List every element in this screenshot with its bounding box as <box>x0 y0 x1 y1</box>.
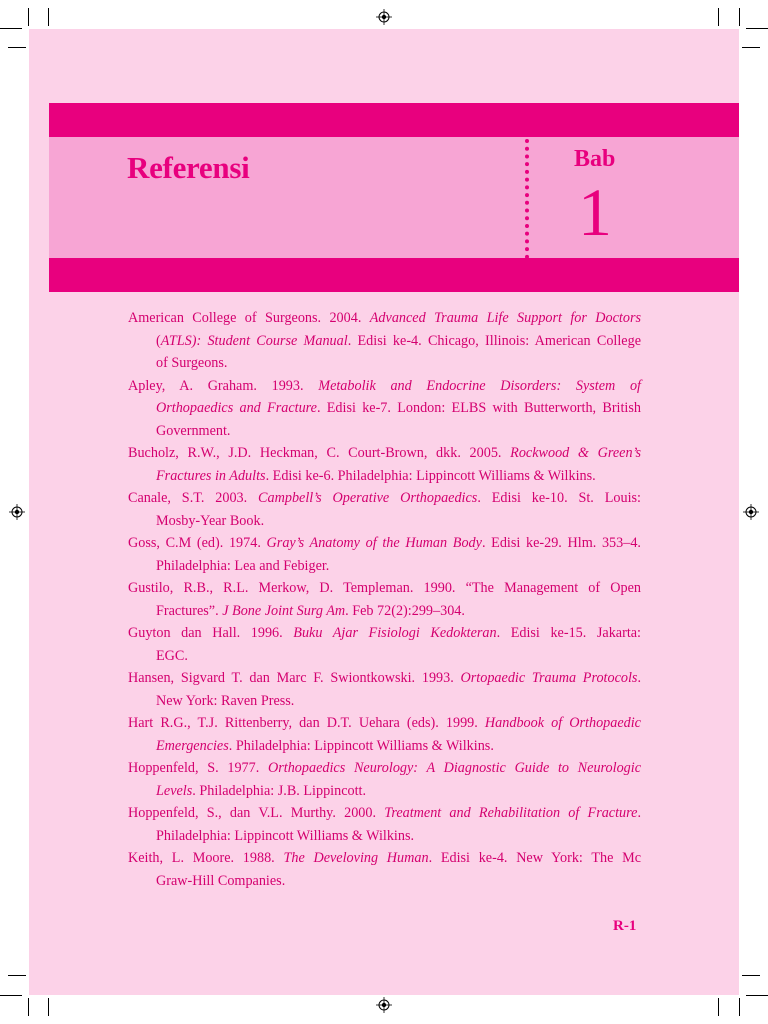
reference-title: Fractures in Adults <box>156 467 266 484</box>
reference-title: Advanced Trauma Life Support for Doctors <box>369 310 641 326</box>
reference-title: ATLS): Student Course Manual <box>160 332 348 349</box>
reference-line <box>128 397 641 420</box>
crop-mark <box>718 8 719 26</box>
page-title: Referensi <box>127 150 250 185</box>
reference-title: Ortopaedic Trauma Protocols <box>460 670 638 686</box>
reference-line <box>128 420 641 443</box>
reference-title: Orthopaedics Neurology: A Diagnostic Guide to Neurologic <box>268 760 641 776</box>
reference-text: Philadelphia: Lea and Febiger. <box>156 557 330 574</box>
reference-text: Graw-Hill Companies. <box>156 872 286 889</box>
reference-line <box>128 510 641 533</box>
reference-title: Metabolik and Endocrine Disorders: System of <box>318 377 641 394</box>
reference-line <box>128 690 641 713</box>
crop-mark <box>742 975 760 976</box>
page-number: R-1 <box>613 918 637 934</box>
reference-line <box>128 442 641 465</box>
reference-text: American College of Surgeons. 2004. <box>128 310 370 326</box>
crop-mark <box>8 47 26 48</box>
reference-entry <box>128 667 641 712</box>
crop-mark <box>48 8 49 26</box>
reference-line <box>128 645 641 668</box>
reference-text: Guyton dan Hall. 1996. <box>128 625 294 641</box>
reference-title: Gray’s Anatomy of the Human Body <box>266 535 482 551</box>
reference-line <box>128 870 641 893</box>
reference-text: . Edisi ke-15. Jakarta: <box>496 625 641 641</box>
reference-text: Mosby-Year Book. <box>156 512 265 529</box>
reference-title: Treatment and Rehabilitation of Fracture <box>384 805 638 821</box>
reference-line <box>128 757 641 780</box>
chapter-number: 1 <box>578 174 612 250</box>
reference-text: . Edisi ke-4. New York: The Mc <box>428 850 642 866</box>
crop-mark <box>746 995 768 996</box>
registration-mark-icon <box>376 9 392 25</box>
reference-entry <box>128 712 641 757</box>
reference-text: Hart R.G., T.J. Rittenberry, dan D.T. Uehara (eds). 1999. <box>128 715 485 731</box>
reference-line <box>128 555 641 578</box>
reference-text: New York: Raven Press. <box>156 692 295 709</box>
reference-text: . Philadelphia: J.B. Lippincott. <box>192 782 367 799</box>
reference-text: Hoppenfeld, S. 1977. <box>128 760 268 776</box>
reference-text: EGC. <box>156 647 188 664</box>
reference-line <box>128 532 641 555</box>
reference-title: Campbell’s Operative Orthopaedics <box>258 490 478 506</box>
crop-mark <box>739 8 740 26</box>
reference-text: Fractures”. <box>156 602 223 619</box>
header-band-bottom <box>49 258 739 292</box>
reference-title: J Bone Joint Surg Am <box>222 602 346 619</box>
reference-entry <box>128 307 641 375</box>
crop-mark <box>8 975 26 976</box>
reference-entry <box>128 847 641 892</box>
reference-line <box>128 330 641 353</box>
reference-line <box>128 780 641 803</box>
crop-mark <box>739 998 740 1016</box>
reference-entry <box>128 757 641 802</box>
crop-mark <box>28 8 29 26</box>
reference-line <box>128 600 641 623</box>
reference-line <box>128 825 641 848</box>
reference-text: . Edisi ke-29. Hlm. 353–4. <box>481 535 641 551</box>
reference-text: . Edisi ke-10. St. Louis: <box>477 490 641 506</box>
registration-mark-icon <box>376 997 392 1013</box>
reference-text: ( <box>156 332 161 349</box>
reference-text: Gustilo, R.B., R.L. Merkow, D. Templeman. 1990. “The Management of Open <box>128 580 641 596</box>
reference-title: Handbook of Orthopaedic <box>484 715 641 731</box>
reference-entry <box>128 622 641 667</box>
reference-text: . <box>637 670 641 686</box>
reference-line <box>128 487 641 510</box>
reference-line <box>128 847 641 870</box>
crop-mark <box>48 998 49 1016</box>
reference-line <box>128 465 641 488</box>
reference-line <box>128 375 641 398</box>
reference-text: . Edisi ke-4. Chicago, Illinois: American College <box>347 332 641 349</box>
dotted-divider <box>525 139 529 259</box>
reference-text: Philadelphia: Lippincott Williams & Wilkins. <box>156 827 415 844</box>
reference-title: Buku Ajar Fisiologi Kedokteran <box>293 625 497 641</box>
registration-mark-icon <box>9 504 25 520</box>
reference-title: Emergencies <box>156 737 229 754</box>
reference-line <box>128 667 641 690</box>
reference-text: . <box>637 805 641 821</box>
chapter-label: Bab <box>574 146 616 172</box>
reference-line <box>128 577 641 600</box>
registration-mark-icon <box>743 504 759 520</box>
reference-line <box>128 735 641 758</box>
reference-entry <box>128 487 641 532</box>
reference-title: The Develoving Human <box>283 850 429 866</box>
reference-text: Bucholz, R.W., J.D. Heckman, C. Court-Brown, dkk. 2005. <box>128 445 511 461</box>
reference-entry <box>128 532 641 577</box>
reference-text: Hoppenfeld, S., dan V.L. Murthy. 2000. <box>128 805 385 821</box>
reference-text: Hansen, Sigvard T. dan Marc F. Swiontkowski. 1993. <box>128 670 461 686</box>
reference-text: . Feb 72(2):299–304. <box>345 602 465 619</box>
crop-mark <box>718 998 719 1016</box>
reference-line <box>128 712 641 735</box>
reference-text: . Philadelphia: Lippincott Williams & Wilkins. <box>228 737 494 754</box>
reference-text: Keith, L. Moore. 1988. <box>128 850 284 866</box>
crop-mark <box>746 28 768 29</box>
reference-text: Goss, C.M (ed). 1974. <box>128 535 267 551</box>
reference-text: Government. <box>156 422 231 439</box>
reference-text: of Surgeons. <box>156 355 228 371</box>
reference-text: Canale, S.T. 2003. <box>128 490 259 506</box>
crop-mark <box>0 995 22 996</box>
crop-mark <box>742 47 760 48</box>
reference-line <box>128 352 641 375</box>
reference-line <box>128 307 641 330</box>
reference-entry <box>128 375 641 443</box>
reference-title: Orthopaedics and Fracture <box>156 400 317 416</box>
reference-list <box>128 307 641 892</box>
reference-title: Levels <box>156 782 193 799</box>
reference-entry <box>128 442 641 487</box>
reference-entry <box>128 577 641 622</box>
reference-entry <box>128 802 641 847</box>
reference-title: Rockwood & Green’s <box>510 445 641 461</box>
reference-text: . Edisi ke-7. London: ELBS with Butterworth, British <box>316 400 641 416</box>
crop-mark <box>0 28 22 29</box>
reference-line <box>128 622 641 645</box>
crop-mark <box>28 998 29 1016</box>
reference-line <box>128 802 641 825</box>
reference-text: Apley, A. Graham. 1993. <box>128 377 319 394</box>
reference-text: . Edisi ke-6. Philadelphia: Lippincott Williams & Wilkins. <box>265 467 596 484</box>
header-band-top <box>49 103 739 137</box>
